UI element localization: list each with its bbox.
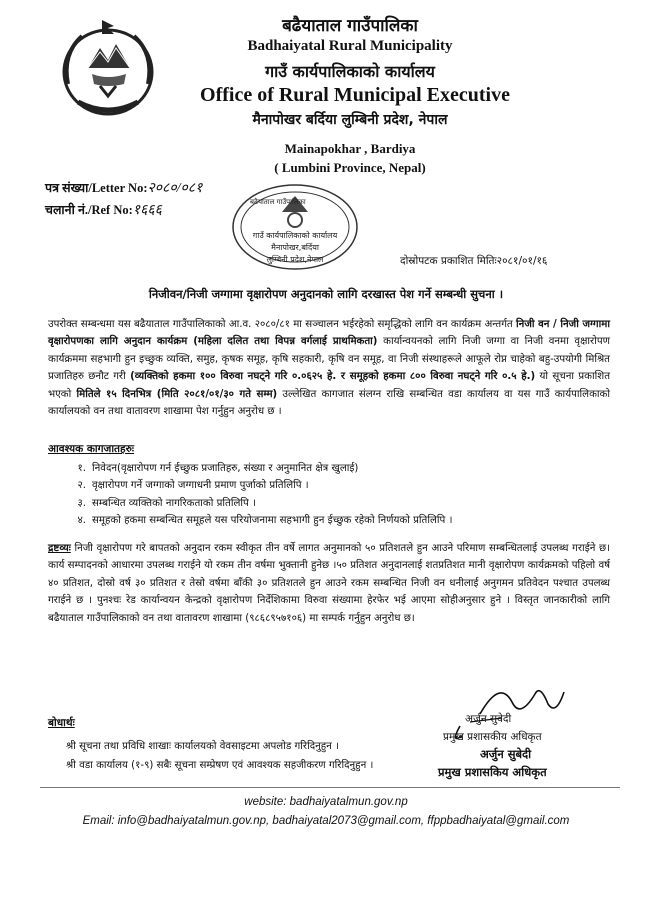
ref-number <box>45 200 162 219</box>
body-program-name: निजी वन / निजी जग्गामा वृक्षारोपणका लागि अनुदान कार्यक्रम (महिला दलित तथा विपन्न वर्गलाई प्राथमिकता) <box>48 319 610 348</box>
notice-subject: निजीवन/निजी जग्गामा वृक्षारोपण अनुदानको लागि दरखास्त पेश गर्ने सम्बन्धी सुचना । <box>148 287 504 301</box>
address-np: मैनापोखर बर्दिया लुम्बिनी प्रदेश, नेपाल <box>252 112 448 128</box>
documents-list <box>58 460 452 530</box>
office-stamp <box>230 182 360 272</box>
body-text-1: उपरोक्त सम्बन्धमा यस बढैयाताल गाउँपालिकाको आ.व. २०८०/८१ मा सञ्चालन भईरहेको समृद्धिको लागि वन कार्यक्रम अन्तर्गत <box>48 319 517 330</box>
stamp-province-text: लुम्बिनी प्रदेश,नेपाल <box>266 255 324 264</box>
notice-body-paragraph <box>48 316 610 420</box>
note-text: निजी वृक्षारोपण गरे बापतको अनुदान रकम स्वीकृत तीन वर्षे लागत अनुमानको ५० प्रतिशतले हुन आउने परिमाण सम्बन्धितलाई उपलब्ध गराईने छ। कार्य सम्पादनको आधारमा उपलब्ध गराईने यो रकम तीन वर्षमा भुक्तानी हुनेछ ।५० प्रतिशत अनुदानलाई शतप्रतिशत मानी वृक्षारोपण कार्यक्रमको पहिलो वर्ष ४० प्रतिशत, दोस्रो वर्ष ३० प्रतिशत र तेस्रो वर्षमा बाँकी ३० प्रतिशतले हुन आउने रकम सम्बन्धित निजी वन धनीलाई अनुगमन प्रतिवेदन पश्चात उपलब्ध गराईने छ । पुनश्चः रेड कार्यान्वयन केन्द्रको वृक्षारोपण निर्देशिकामा विरुवा संख्यामा हेरफेर भई आएमा सोहीअनुसार हुने । विस्तृत जानकारीको लागि बढैयाताल गाउँपालिकाको वन तथा वातावरण शाखामा (९८६८९५७१०६) मा सम्पर्क गर्नुहुन अनुरोध छ। <box>48 543 610 624</box>
signatory-stamp-name: अर्जुन सुबेदी <box>480 747 532 761</box>
footer-divider <box>40 787 620 788</box>
published-date-label: दोस्रोपटक प्रकाशित मितिः <box>400 255 497 267</box>
stamp-address-text: मैनापोखर,बर्दिया <box>271 243 319 252</box>
municipality-name-np: बढैयाताल गाउँपालिका <box>282 16 418 36</box>
letter-number-value: २०८०/०८१ <box>147 181 203 196</box>
cc-item: श्री वडा कार्यालय (१-९) सबैः सूचना सम्प्रेषण एवं आवश्यक सहजीकरण गरिदिनुहुन । <box>66 760 374 771</box>
signatory-name: अर्जुन सुवेदी <box>465 713 512 725</box>
body-text-3: यो सूचना प्रकाशित भएको <box>48 371 611 400</box>
ref-number-label: चलानी नं./Ref No: <box>45 203 133 217</box>
footer-email: Email: info@badhaiyatalmun.gov.np, badhaiyatal2073@gmail.com, ffppbadhaiyatal@gmail.com <box>82 815 570 827</box>
signatory-designation: प्रमुख प्रशासकीय अधिकृत <box>443 731 542 743</box>
body-deadline: मितिले १५ दिनभित्र (मिति २०८१/०१/३० गते सम्म) <box>76 388 278 400</box>
note-paragraph <box>48 540 610 627</box>
office-name-en: Office of Rural Municipal Executive <box>200 84 510 106</box>
body-text-2: कार्यान्वयनको लागि निजी जग्गा वा निजी वनमा वृक्षारोपण कार्यक्रममा सहभागी हुन इच्छुक व्यक्ति, समुह, कृषक समूह, कृषि सहकारी, कृषि वन समूह, वा निजी संस्थाहरूले आफूले रोप्न चाहेको बहु-उपयोगी मिश्रित प्रजातिहरु छनौट गरी <box>48 336 610 383</box>
note-label: द्रष्टव्यः <box>48 543 71 554</box>
footer-website: website: badhaiyatalmun.gov.np <box>244 796 408 808</box>
stamp-office-text: गाउँ कार्यपालिकाको कार्यालय <box>252 231 338 240</box>
letter-number-label: पत्र संख्या/Letter No: <box>45 181 148 195</box>
list-item: २. वृक्षारोपण गर्ने जग्गाको जग्गाधनी प्रमाण पुर्जाको प्रतिलिपि । <box>77 480 309 492</box>
municipality-name-en: Badhaiyatal Rural Municipality <box>247 38 453 54</box>
list-item: ३. सम्बन्धित व्यक्तिको नागरिकताको प्रतिलिपि । <box>77 497 256 509</box>
stamp-top-text: बढैयाताल गाउँपालिका <box>250 198 306 206</box>
signatory-stamp-designation: प्रमुख प्रशासकिय अधिकृत <box>438 765 547 779</box>
office-name-np: गाउँ कार्यपालिकाको कार्यालय <box>265 62 435 81</box>
body-text-4: उल्लेखित कागजात संलग्न राखि सम्बन्धित वडा कार्यालय वा यस गाउँ कार्यपालिकाको कार्यालयको वन तथा वातावरण शाखामा पेश गर्नुहुन अनुरोध छ । <box>48 388 610 418</box>
ref-number-value: १६६६ <box>132 203 162 218</box>
list-item: १. निवेदन(वृक्षारोपण गर्न ईच्छुक प्रजातिहरु, संख्या र अनुमानित क्षेत्र खुलाई) <box>77 463 359 474</box>
published-date-value: २०८१/०१/१६ <box>496 255 548 267</box>
letter-number <box>45 178 202 197</box>
province-en: ( Lumbini Province, Nepal) <box>274 160 426 175</box>
body-planting-requirement: (व्यक्तिको हकमा १०० विरुवा नघट्ने गरि ०.०६२५ हे. र समूहको हकमा ८०० विरुवा नघट्ने गरि ०.५ हे.) <box>130 371 536 383</box>
cc-item: श्री सूचना तथा प्रविधि शाखाः कार्यालयको वेवसाइटमा अपलोड गरिदिनुहुन । <box>66 741 339 752</box>
documents-heading: आवश्यक कागजातहरुः <box>48 443 135 455</box>
list-item: ४. समूहको हकमा सम्बन्धित समूहले यस परियोजनामा सहभागी हुन ईच्छुक रहेको निर्णयको प्रतिलिपि । <box>77 515 453 527</box>
address-en: Mainapokhar , Bardiya <box>284 141 416 156</box>
published-date <box>400 254 547 268</box>
cc-heading: बोधार्थः <box>48 717 75 729</box>
